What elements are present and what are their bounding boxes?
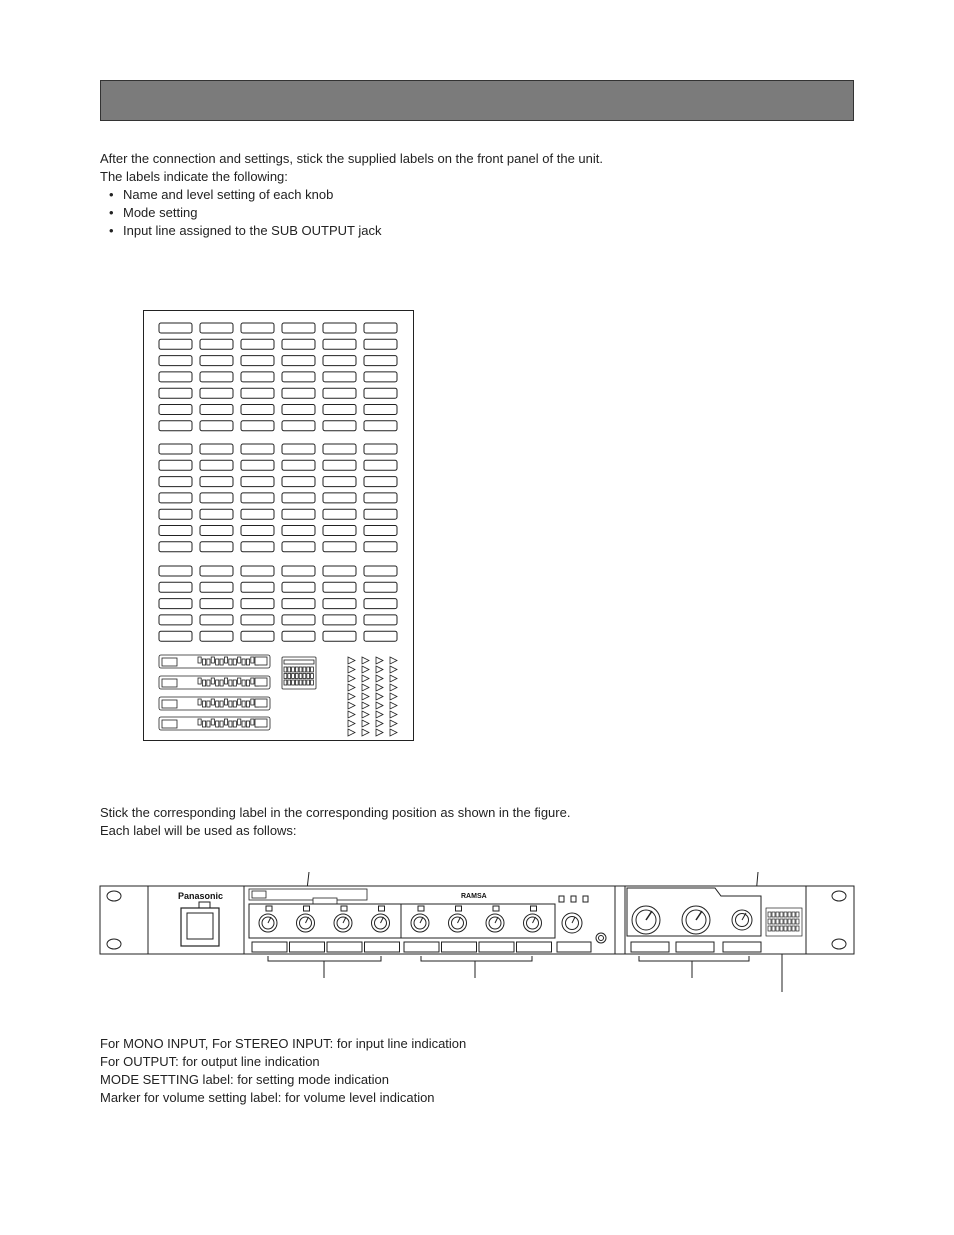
channel-led [266,906,272,911]
mode-strip [159,717,270,730]
sheet-label [159,526,192,536]
sheet-label [159,493,192,503]
sheet-label [282,388,315,398]
sheet-label [241,421,274,431]
intro-line-2: The labels indicate the following: [100,169,288,184]
mode-cell [292,680,295,685]
mode-cell [295,667,298,672]
strip-tick [224,678,227,684]
sheet-label [282,631,315,641]
strip-tick [202,680,205,686]
sheet-label [200,526,233,536]
sheet-label [282,566,315,576]
sheet-label [282,509,315,519]
legend-line-4: Marker for volume setting label: for volume level indication [100,1090,435,1105]
sheet-label [159,542,192,552]
mode-cell [303,680,306,685]
strip-tick [233,721,236,727]
panel-mode-cell [792,926,795,931]
sheet-label [159,356,192,366]
sheet-label [364,372,397,382]
channel-label-slot [290,942,325,952]
sheet-label [364,477,397,487]
sheet-label [241,356,274,366]
sheet-label [241,493,274,503]
sheet-label [159,631,192,641]
sheet-label [323,477,356,487]
sheet-label [323,323,356,333]
strip-tick [198,678,201,684]
sheet-label [200,599,233,609]
sheet-label [323,631,356,641]
strip-tick [229,680,232,686]
sheet-label [200,323,233,333]
sheet-label [323,542,356,552]
strip-tick [211,719,214,725]
sheet-label [159,477,192,487]
sheet-label [323,339,356,349]
sheet-label [282,405,315,415]
legend-text [100,1035,820,1107]
channel-led [531,906,537,911]
panel-mode-cell [776,919,779,924]
strip-tick [202,701,205,707]
strip-tick [238,657,241,663]
strip-tick [207,680,210,686]
sheet-label [200,421,233,431]
sheet-label [241,566,274,576]
sheet-label [282,493,315,503]
sheet-label [159,372,192,382]
sheet-label [282,599,315,609]
sheet-label [200,388,233,398]
panel-mode-cell [772,926,775,931]
sheet-label [323,421,356,431]
sheet-label [200,405,233,415]
bullet-mode-setting: • Mode setting [109,204,820,222]
panel-mode-cell [768,912,771,917]
sheet-label [159,421,192,431]
strip-tick [216,701,219,707]
panel-mode-cell [768,919,771,924]
sheet-label [241,509,274,519]
mode-cell [288,667,291,672]
mode-cell [284,674,287,679]
channel-label-slot [252,942,287,952]
strip-tick [198,699,201,705]
panel-mode-cell [780,912,783,917]
sheet-label [159,615,192,625]
mode-cell [311,667,314,672]
sheet-label [323,444,356,454]
sheet-label [241,460,274,470]
sheet-label [282,526,315,536]
sheet-label [159,460,192,470]
sheet-label [200,444,233,454]
sheet-label [241,599,274,609]
strip-tick [229,721,232,727]
panel-mode-cell [788,926,791,931]
sheet-label [200,460,233,470]
strip-tick [246,659,249,665]
sheet-label [159,444,192,454]
strip-tick [251,657,254,663]
strip-tick [224,699,227,705]
mode-cell [299,674,302,679]
sheet-label [241,631,274,641]
strip-tick [238,699,241,705]
sheet-label [241,372,274,382]
sheet-label [159,582,192,592]
strip-tick [229,701,232,707]
mode-cell [292,667,295,672]
sheet-label [241,323,274,333]
panel-mode-cell [776,912,779,917]
legend-line-3: MODE SETTING label: for setting mode indication [100,1072,390,1087]
sheet-label [241,615,274,625]
sheet-label [159,599,192,609]
panel-mode-cell [784,919,787,924]
strip-tick [242,659,245,665]
strip-tick [251,678,254,684]
sheet-label [323,615,356,625]
panel-mode-cell [780,926,783,931]
mode-cell [295,674,298,679]
mode-strip [159,676,270,689]
strip-tick [202,659,205,665]
channel-led [418,906,424,911]
sheet-label [323,493,356,503]
mode-setting-label-on-panel [766,908,802,936]
channel-label-slot [479,942,514,952]
sheet-label [282,323,315,333]
mode-cell [303,667,306,672]
strip-tick [246,701,249,707]
channel-led [493,906,499,911]
sheet-label [241,526,274,536]
sheet-label [364,599,397,609]
sheet-label [282,372,315,382]
sheet-label [364,582,397,592]
sheet-label [241,477,274,487]
sheet-label [364,509,397,519]
mode-cell [307,680,310,685]
strip-tick [242,721,245,727]
sheet-label [323,582,356,592]
panel-mode-cell [780,919,783,924]
strip-tick [229,659,232,665]
strip-tick [242,680,245,686]
channel-label-slot [365,942,400,952]
sheet-label [200,566,233,576]
strip-tick [246,721,249,727]
strip-tick [246,680,249,686]
usage-line-1: Stick the corresponding label in the corresponding position as shown in the figure. [100,805,571,820]
sheet-label [200,477,233,487]
mode-cell [284,680,287,685]
panel-mode-cell [796,919,799,924]
mode-cell [299,680,302,685]
strip-tick [251,699,254,705]
channel-label-slot [442,942,477,952]
sheet-label [364,421,397,431]
sheet-label [159,566,192,576]
strip-tick [216,680,219,686]
channel-label-slot [517,942,552,952]
sheet-label [364,356,397,366]
legend-line-1: For MONO INPUT, For STEREO INPUT: for input line indication [100,1036,467,1051]
sheet-label [159,388,192,398]
panel-mode-cell [784,926,787,931]
mode-setting-label [282,657,316,689]
strip-tick [220,721,223,727]
ramsa-logo: RAMSA [461,893,487,900]
section-title-bar [100,80,854,121]
sheet-label [159,405,192,415]
strip-tick [224,719,227,725]
mode-cell [288,680,291,685]
sheet-label [241,388,274,398]
strip-tick [216,659,219,665]
sheet-label [364,542,397,552]
label-purpose-list [100,186,820,240]
panel-mode-cell [788,919,791,924]
sheet-label [364,631,397,641]
sheet-label [364,460,397,470]
sheet-label [364,388,397,398]
channel-led [456,906,462,911]
sheet-label [323,356,356,366]
sheet-label [282,356,315,366]
strip-tick [251,719,254,725]
panel-mode-cell [784,912,787,917]
strip-tick [211,699,214,705]
sheet-label [282,582,315,592]
intro-text [100,150,820,240]
strip-tick [233,680,236,686]
strip-tick [233,659,236,665]
channel-led [379,906,385,911]
sheet-label [323,566,356,576]
strip-tick [242,701,245,707]
sheet-label [200,339,233,349]
usage-line-2: Each label will be used as follows: [100,823,297,838]
sheet-label [159,339,192,349]
mode-strip [159,697,270,710]
sheet-label [200,509,233,519]
bullet-knob-name: • Name and level setting of each knob [109,186,820,204]
sheet-label [159,509,192,519]
sheet-label [323,526,356,536]
panel-mode-cell [788,912,791,917]
panel-mode-cell [792,919,795,924]
intro-line-1: After the connection and settings, stick the supplied labels on the front panel of the unit. [100,151,603,166]
channel-led [341,906,347,911]
sheet-label [200,372,233,382]
sheet-label [364,493,397,503]
sheet-label [241,339,274,349]
sheet-label [323,405,356,415]
panasonic-logo: Panasonic [178,891,224,901]
mode-cell [307,674,310,679]
mode-cell [311,674,314,679]
strip-tick [238,719,241,725]
label-sheet-illustration [143,310,415,742]
panel-mode-cell [796,926,799,931]
sheet-label [364,339,397,349]
mode-strip [159,655,270,668]
panel-mode-cell [776,926,779,931]
sheet-label [241,582,274,592]
sheet-label [282,542,315,552]
strip-tick [224,657,227,663]
mode-cell [307,667,310,672]
mode-cell [295,680,298,685]
front-panel-illustration [99,868,856,996]
sheet-label [364,615,397,625]
sheet-label [200,493,233,503]
sheet-label [323,509,356,519]
strip-tick [220,680,223,686]
strip-tick [198,657,201,663]
output-section [627,888,761,952]
sheet-label [159,323,192,333]
sheet-label [241,444,274,454]
strip-tick [211,678,214,684]
mode-cell [284,667,287,672]
sheet-label [282,421,315,431]
strip-tick [220,701,223,707]
panel-mode-cell [792,912,795,917]
strip-tick [207,721,210,727]
strip-tick [207,659,210,665]
channel-label-slot [327,942,362,952]
mode-cell [292,674,295,679]
strip-tick [220,659,223,665]
panel-mode-cell [772,919,775,924]
mode-cell [311,680,314,685]
sheet-label [282,477,315,487]
sheet-label [323,460,356,470]
sheet-label [200,356,233,366]
strip-tick [216,721,219,727]
sheet-label [282,460,315,470]
bullet-sub-output: • Input line assigned to the SUB OUTPUT jack [109,222,820,240]
strip-tick [198,719,201,725]
sheet-label [323,599,356,609]
sheet-label [364,526,397,536]
sheet-label [282,444,315,454]
sheet-label [241,405,274,415]
mode-cell [303,674,306,679]
channel-label-slot [404,942,439,952]
panel-mode-cell [768,926,771,931]
strip-tick [207,701,210,707]
mode-cell [299,667,302,672]
legend-line-2: For OUTPUT: for output line indication [100,1054,320,1069]
usage-text [100,804,820,840]
sheet-label [323,372,356,382]
sheet-label [200,631,233,641]
sheet-label [282,339,315,349]
panel-mode-cell [772,912,775,917]
sheet-label [241,542,274,552]
strip-tick [233,701,236,707]
strip-tick [238,678,241,684]
sheet-label [200,615,233,625]
sheet-label [364,405,397,415]
strip-tick [211,657,214,663]
strip-tick [202,721,205,727]
sheet-label [200,582,233,592]
sheet-label [364,323,397,333]
sheet-label [364,566,397,576]
panel-mode-cell [796,912,799,917]
sheet-label [282,615,315,625]
mode-cell [288,674,291,679]
channel-led [304,906,310,911]
sheet-label [364,444,397,454]
sheet-label [200,542,233,552]
sheet-label [323,388,356,398]
